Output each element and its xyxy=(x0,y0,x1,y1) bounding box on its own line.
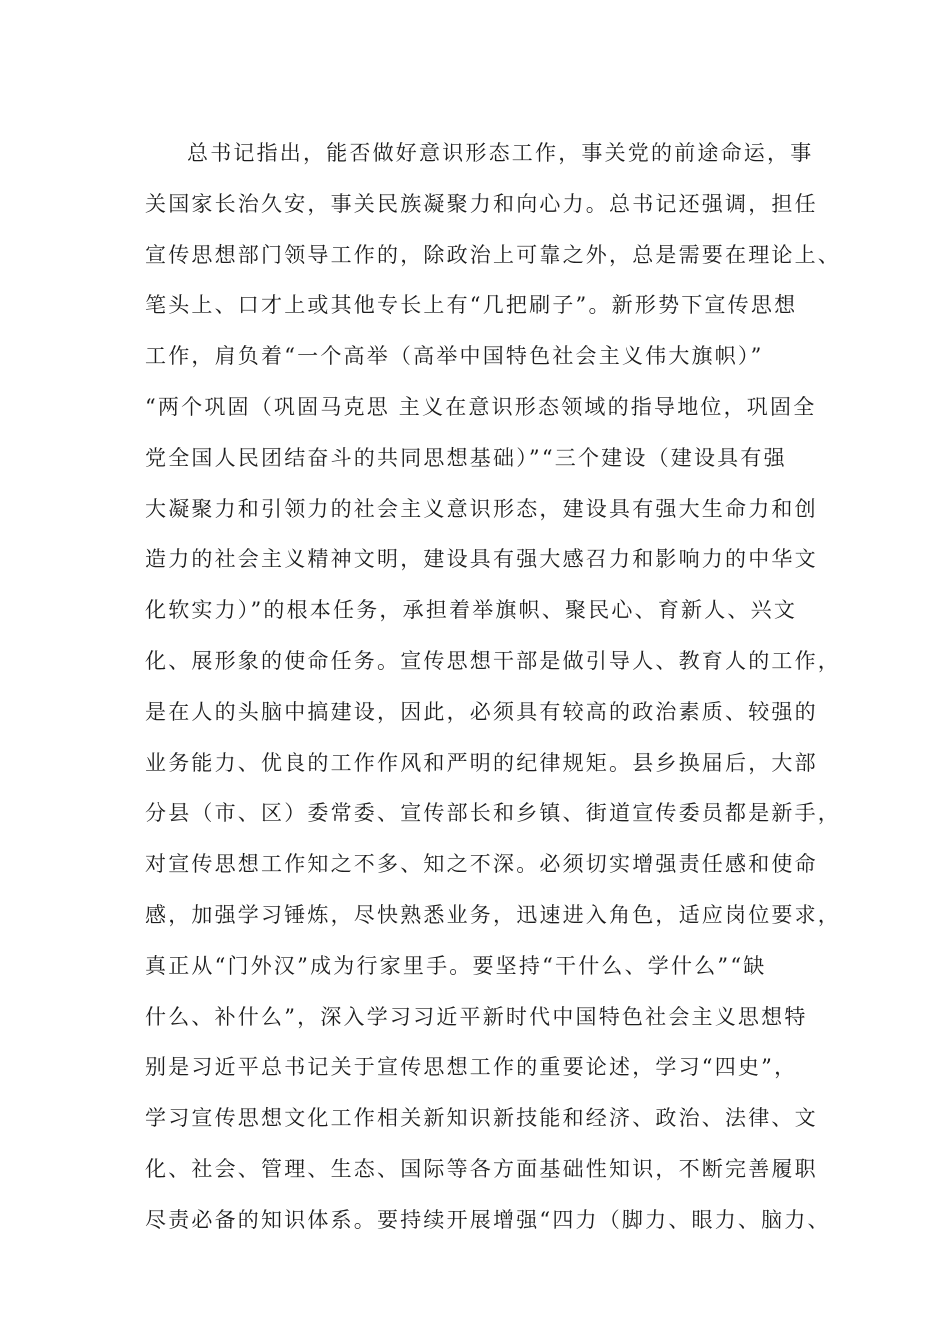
text-line: 分县（市、区）委常委、宣传部长和乡镇、街道宣传委员都是新手， xyxy=(145,801,841,826)
text-line: 总书记指出，能否做好意识形态工作，事关党的前途命运，事 xyxy=(187,141,814,165)
text-line: 是在人的头脑中搞建设，因此，必须具有较高的政治素质、较强的 xyxy=(145,699,818,724)
text-line: 关国家长治久安，事关民族凝聚力和向心力。总书记还强调，担任 xyxy=(145,191,818,216)
body-paragraph xyxy=(145,131,841,1249)
text-line: 尽责必备的知识体系。要持续开展增强“四力（脚力、眼力、脑力、 xyxy=(145,1207,831,1232)
text-line: 工作，肩负着“一个高举（高举中国特色社会主义伟大旗帜）” xyxy=(145,344,764,369)
text-line: 别是习近平总书记关于宣传思想工作的重要论述，学习“四史”， xyxy=(145,1055,798,1080)
text-line: 感，加强学习锤炼，尽快熟悉业务，迅速进入角色，适应岗位要求， xyxy=(145,902,841,927)
text-line: 化、展形象的使命任务。宣传思想干部是做引导人、教育人的工作， xyxy=(145,648,841,673)
text-line: 笔头上、口才上或其他专长上有“几把刷子”。新形势下宣传思想 xyxy=(145,293,798,318)
text-line: 业务能力、优良的工作作风和严明的纪律规矩。县乡换届后，大部 xyxy=(145,750,818,775)
text-line: 化、社会、管理、生态、国际等各方面基础性知识，不断完善履职 xyxy=(145,1156,818,1181)
text-line: 宣传思想部门领导工作的，除政治上可靠之外，总是需要在理论上、 xyxy=(145,242,841,267)
text-line: 造力的社会主义精神文明，建设具有强大感召力和影响力的中华文 xyxy=(145,547,818,572)
text-line: 对宣传思想工作知之不多、知之不深。必须切实增强责任感和使命 xyxy=(145,852,818,877)
text-line: “两个巩固（巩固马克思 主义在意识形态领域的指导地位，巩固全 xyxy=(145,394,817,419)
text-line: 学习宣传思想文化工作相关新知识新技能和经济、政治、法律、文 xyxy=(145,1106,818,1131)
text-line: 党全国人民团结奋斗的共同思想基础）”“三个建设（建设具有强 xyxy=(145,445,787,470)
text-line: 大凝聚力和引领力的社会主义意识形态，建设具有强大生命力和创 xyxy=(145,496,818,521)
text-line: 什么、补什么”，深入学习习近平新时代中国特色社会主义思想特 xyxy=(145,1004,808,1029)
text-line: 真正从“门外汉”成为行家里手。要坚持“干什么、学什么”“缺 xyxy=(145,953,767,978)
text-line: 化软实力）”的根本任务，承担着举旗帜、聚民心、育新人、兴文 xyxy=(145,598,798,623)
